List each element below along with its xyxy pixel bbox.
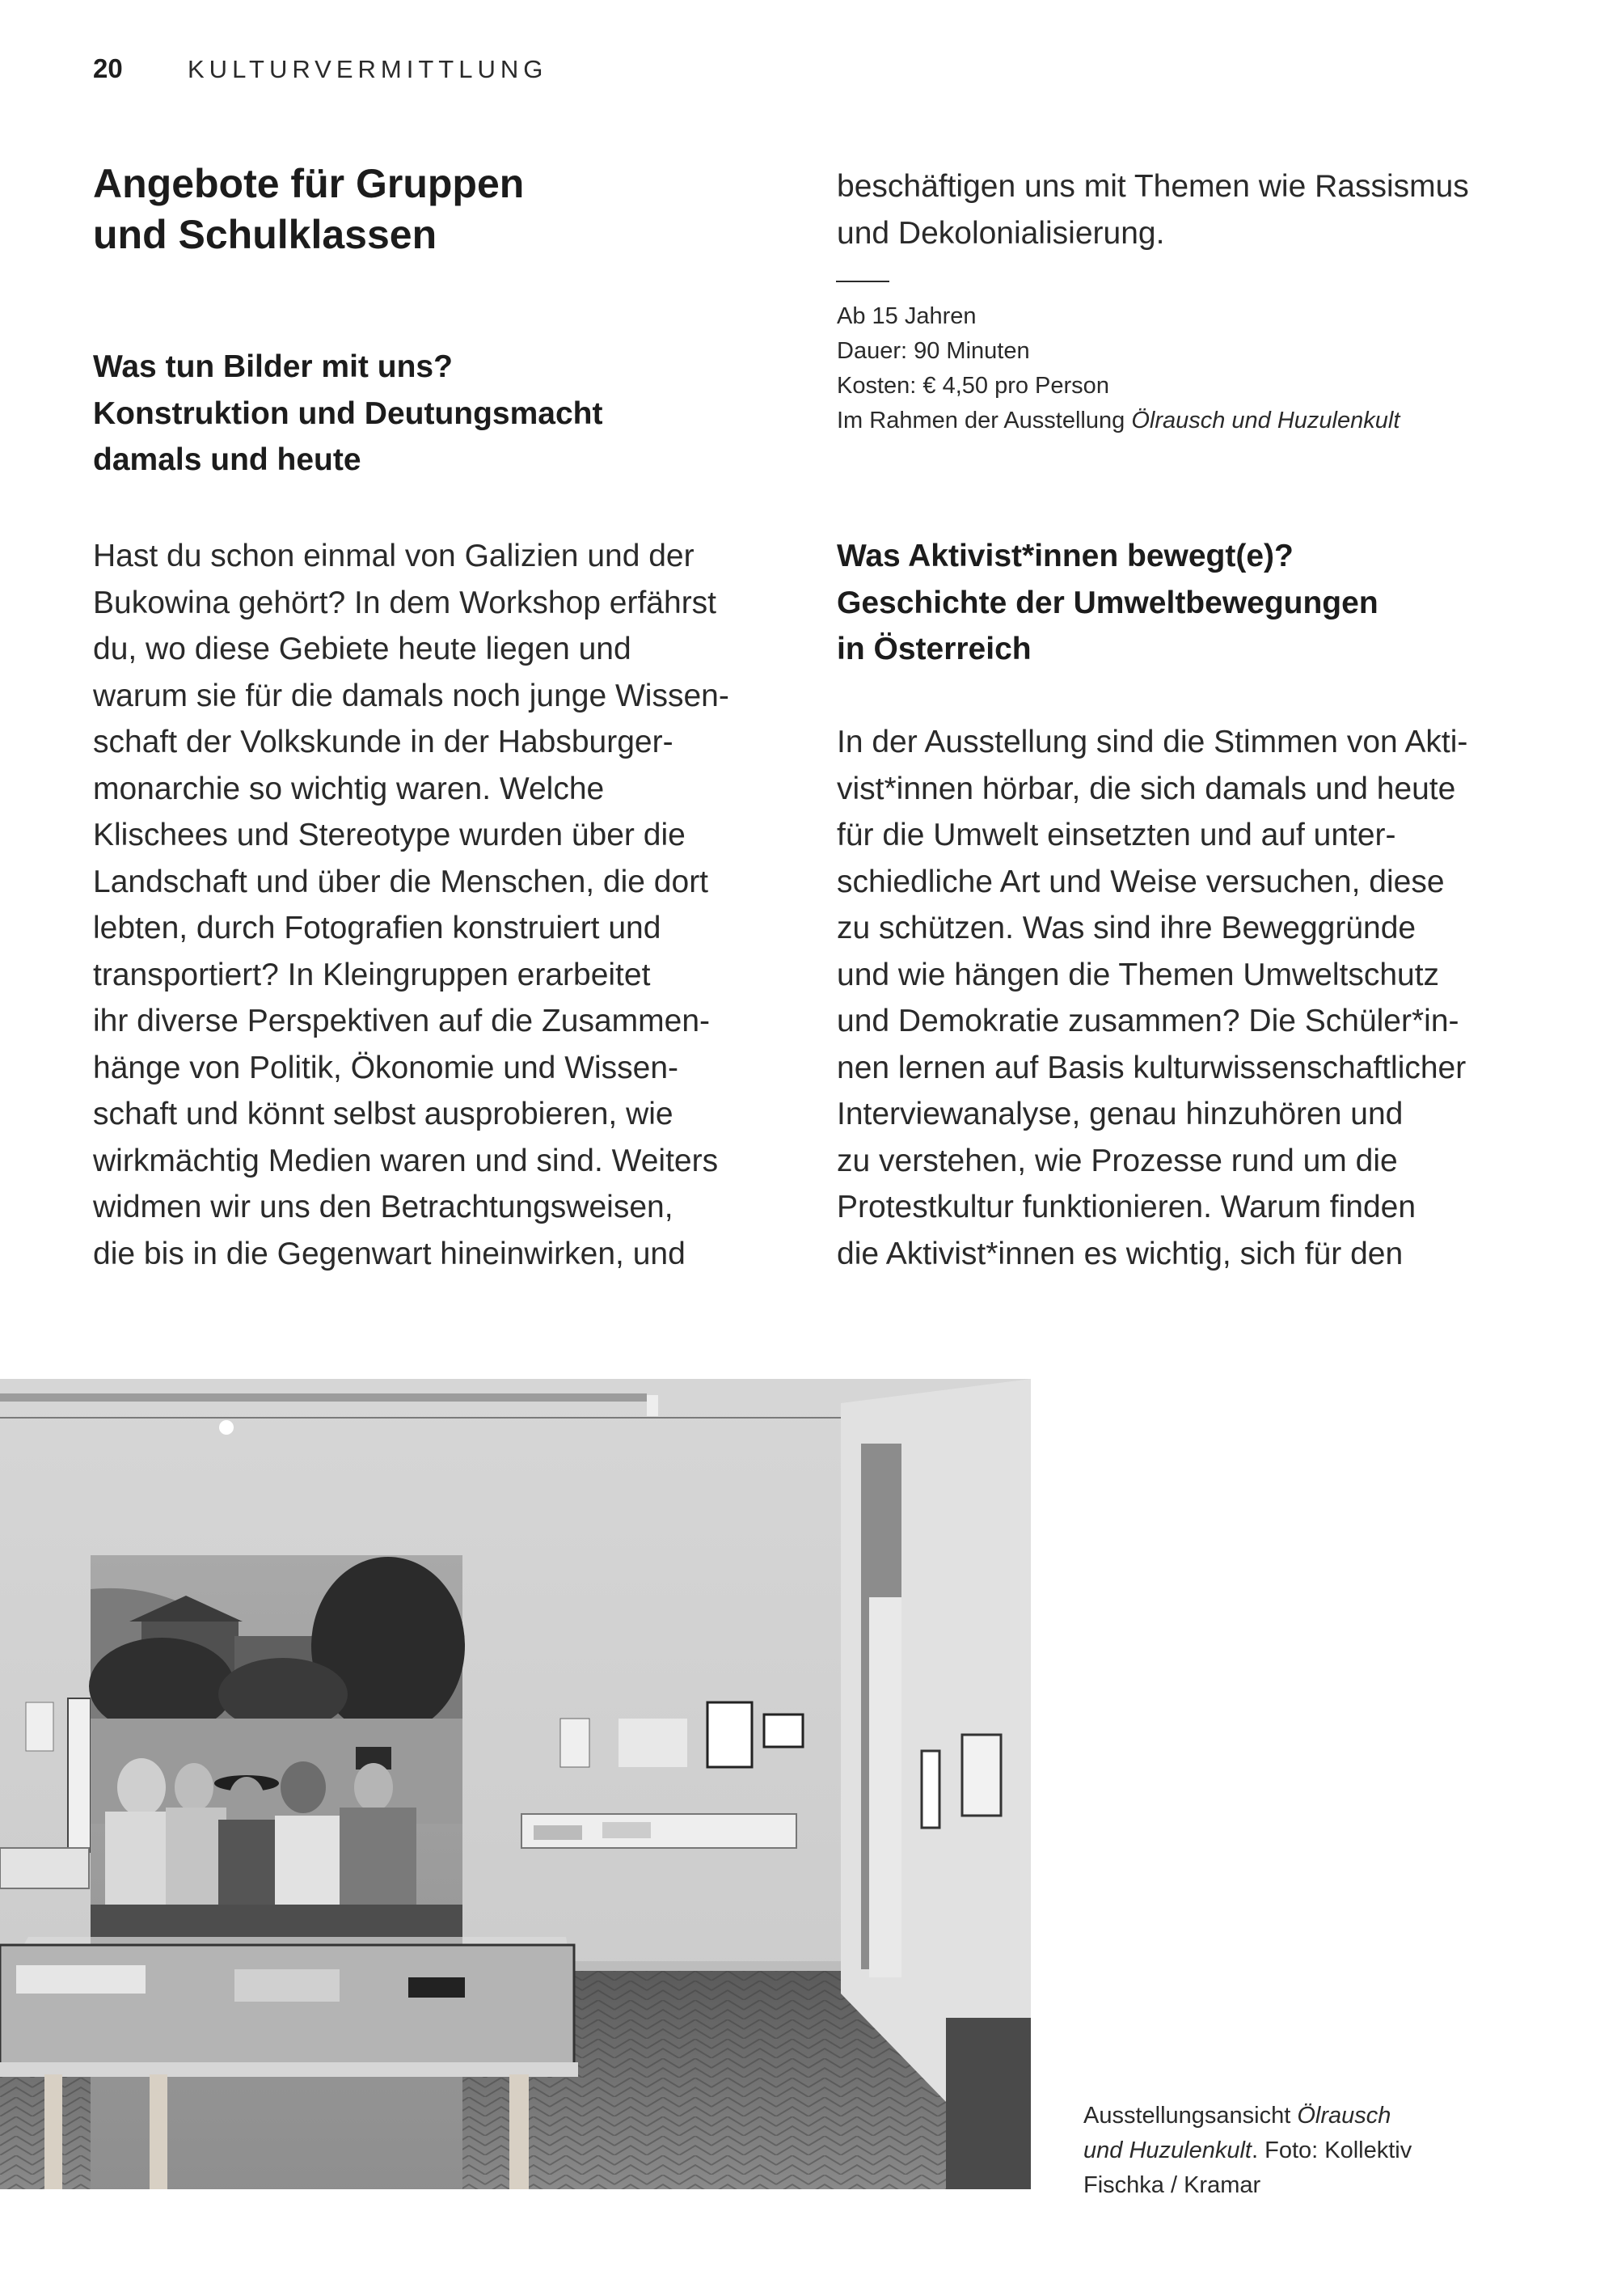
figure-caption — [1083, 2099, 1412, 2203]
body-line: und Dekolonialisierung. — [837, 215, 1165, 251]
heading-line: in Österreich — [837, 632, 1032, 666]
offer-2-heading — [837, 533, 1378, 673]
body-line: Klischees und Stereotype wurden über die — [93, 818, 686, 852]
body-line: nen lernen auf Basis kulturwissenschaftlicher — [837, 1050, 1467, 1085]
body-line: beschäftigen uns mit Themen wie Rassismus — [837, 169, 1469, 204]
heading-line: Was Aktivist*innen bewegt(e)? — [837, 539, 1294, 573]
offer-1-heading — [93, 344, 602, 484]
body-line: schaft und könnt selbst ausprobieren, wie — [93, 1097, 673, 1131]
page-title-line: und Schulklassen — [93, 212, 437, 257]
page-title — [93, 159, 788, 260]
body-line: In der Ausstellung sind die Stimmen von Akti- — [837, 725, 1468, 759]
body-line: die bis in die Gegenwart hineinwirken, und — [93, 1236, 686, 1271]
body-line: Landschaft und über die Menschen, die dort — [93, 864, 709, 899]
separator-rule — [836, 281, 889, 282]
exhibition-info — [837, 404, 1400, 438]
body-line: und Demokratie zusammen? Die Schüler*in- — [837, 1004, 1459, 1038]
body-line: warum sie für die damals noch junge Wissen- — [93, 678, 729, 713]
age-info: Ab 15 Jahren — [837, 303, 977, 329]
caption-exhibition-title: und Huzulenkult — [1083, 2137, 1252, 2163]
body-line: lebten, durch Fotografien konstruiert und — [93, 911, 661, 945]
caption-line — [1083, 2133, 1412, 2168]
body-line: Hast du schon einmal von Galizien und der — [93, 539, 695, 573]
body-line: zu verstehen, wie Prozesse rund um die — [837, 1143, 1398, 1178]
cost-info: Kosten: € 4,50 pro Person — [837, 373, 1109, 399]
page-title-line: Angebote für Gruppen — [93, 161, 525, 206]
body-line: transportiert? In Kleingruppen erarbeitet — [93, 957, 651, 992]
body-line: Protestkultur funktionieren. Warum finden — [837, 1190, 1416, 1224]
caption-line: Fischka / Kramar — [1083, 2172, 1261, 2198]
body-line: schiedliche Art und Weise versuchen, diese — [837, 864, 1445, 899]
body-line: hänge von Politik, Ökonomie und Wissen- — [93, 1050, 679, 1085]
heading-line: Was tun Bilder mit uns? — [93, 349, 453, 384]
caption-exhibition-title: Ölrausch — [1297, 2103, 1391, 2129]
body-line: ihr diverse Perspektiven auf die Zusammen- — [93, 1004, 710, 1038]
page-number: 20 — [93, 53, 123, 83]
heading-line: Geschichte der Umweltbewegungen — [837, 585, 1378, 620]
running-header — [93, 53, 547, 86]
body-line: monarchie so wichtig waren. Welche — [93, 771, 605, 806]
body-line: schaft der Volkskunde in der Habsburger- — [93, 725, 673, 759]
body-line: zu schützen. Was sind ihre Beweggründe — [837, 911, 1416, 945]
photo-illustration — [0, 1379, 1031, 2189]
caption-credit: . Foto: Kollektiv — [1251, 2137, 1412, 2163]
offer-1-body — [93, 533, 729, 1277]
offer-1-body-continued — [837, 163, 1469, 256]
section-name: KULTURVERMITTLUNG — [188, 55, 548, 83]
body-line: und wie hängen die Themen Umweltschutz — [837, 957, 1440, 992]
caption-line — [1083, 2099, 1412, 2133]
exhibition-photo — [0, 1379, 1031, 2189]
body-line: für die Umwelt einsetzten und auf unter- — [837, 818, 1396, 852]
body-line: Interviewanalyse, genau hinzuhören und — [837, 1097, 1404, 1131]
offer-2-body — [837, 719, 1467, 1277]
duration-info: Dauer: 90 Minuten — [837, 338, 1030, 364]
heading-line: damals und heute — [93, 442, 361, 477]
caption-text: Ausstellungsansicht — [1083, 2103, 1298, 2129]
body-line: Bukowina gehört? In dem Workshop erfährst — [93, 585, 717, 620]
body-line: vist*innen hörbar, die sich damals und heute — [837, 771, 1456, 806]
body-line: die Aktivist*innen es wichtig, sich für den — [837, 1236, 1404, 1271]
exhibition-prefix: Im Rahmen der Ausstellung — [837, 408, 1132, 433]
heading-line: Konstruktion und Deutungsmacht — [93, 395, 603, 431]
body-line: wirkmächtig Medien waren und sind. Weiters — [93, 1143, 719, 1178]
body-line: du, wo diese Gebiete heute liegen und — [93, 632, 631, 666]
offer-1-details — [837, 299, 1400, 438]
exhibition-title: Ölrausch und Huzulenkult — [1131, 408, 1400, 433]
body-line: widmen wir uns den Betrachtungsweisen, — [93, 1190, 673, 1224]
